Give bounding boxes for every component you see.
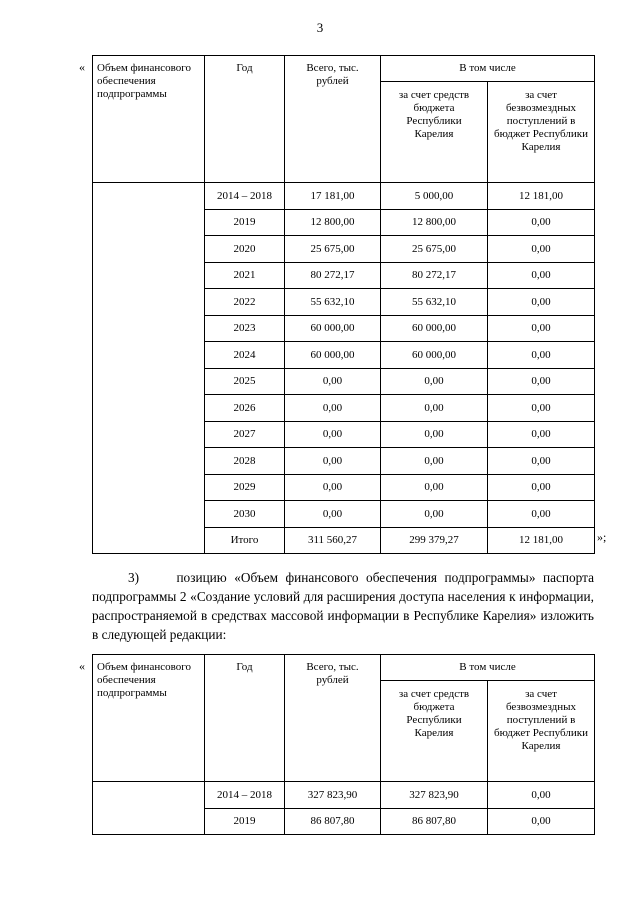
year-cell: 2021 bbox=[205, 262, 285, 289]
total-cell: 25 675,00 bbox=[285, 236, 381, 263]
paragraph-number: 3) bbox=[128, 570, 140, 585]
total-cell: 0,00 bbox=[285, 474, 381, 501]
year-cell: 2029 bbox=[205, 474, 285, 501]
table-1-body bbox=[93, 183, 595, 554]
total-cell: 80 272,17 bbox=[285, 262, 381, 289]
table-row bbox=[93, 262, 595, 289]
budget-cell: 0,00 bbox=[381, 421, 488, 448]
total-cell: 0,00 bbox=[285, 501, 381, 528]
table-row bbox=[93, 315, 595, 342]
total-cell: 12 800,00 bbox=[285, 209, 381, 236]
header-gratuitous: за счет безвозмездных поступлений в бюджет Республики Карелия bbox=[488, 82, 595, 183]
budget-cell: 60 000,00 bbox=[381, 342, 488, 369]
table-row bbox=[93, 183, 595, 210]
label-cell bbox=[93, 808, 205, 835]
header-total-2: Всего, тыс. рублей bbox=[285, 655, 381, 782]
table-row bbox=[93, 342, 595, 369]
year-cell: Итого bbox=[205, 527, 285, 554]
financing-table-1 bbox=[92, 55, 595, 554]
table-row bbox=[93, 501, 595, 528]
open-quote-2: « bbox=[79, 659, 85, 673]
gratuitous-cell: 0,00 bbox=[488, 808, 595, 835]
label-cell bbox=[93, 183, 205, 210]
table-row bbox=[93, 395, 595, 422]
year-cell: 2014 – 2018 bbox=[205, 782, 285, 809]
label-cell bbox=[93, 527, 205, 554]
year-cell: 2019 bbox=[205, 808, 285, 835]
year-cell: 2023 bbox=[205, 315, 285, 342]
year-cell: 2025 bbox=[205, 368, 285, 395]
label-cell bbox=[93, 501, 205, 528]
header-label: Объем финансового обеспечения подпрограммы bbox=[93, 56, 205, 183]
header-including: В том числе bbox=[381, 56, 595, 82]
open-quote: « bbox=[79, 60, 85, 74]
gratuitous-cell: 12 181,00 bbox=[488, 527, 595, 554]
year-cell: 2026 bbox=[205, 395, 285, 422]
budget-cell: 80 272,17 bbox=[381, 262, 488, 289]
total-cell: 86 807,80 bbox=[285, 808, 381, 835]
total-cell: 17 181,00 bbox=[285, 183, 381, 210]
label-cell bbox=[93, 289, 205, 316]
table-row bbox=[93, 209, 595, 236]
paragraph-text: позицию «Объем финансового обеспечения подпрограммы» паспорта подпрограммы 2 «Создание условий для расширения доступа населения к информации, распространяемой в средствах массовой информации в Республике Карелия» изложить в следующей редакции: bbox=[92, 570, 594, 642]
label-cell bbox=[93, 448, 205, 475]
header-budget: за счет средств бюджета Республики Карелия bbox=[381, 82, 488, 183]
total-cell: 311 560,27 bbox=[285, 527, 381, 554]
gratuitous-cell: 0,00 bbox=[488, 289, 595, 316]
table-row bbox=[93, 368, 595, 395]
table-row bbox=[93, 527, 595, 554]
header-year-2: Год bbox=[205, 655, 285, 782]
year-cell: 2022 bbox=[205, 289, 285, 316]
header-budget-2: за счет средств бюджета Республики Карелия bbox=[381, 681, 488, 782]
budget-cell: 60 000,00 bbox=[381, 315, 488, 342]
table-row bbox=[93, 474, 595, 501]
total-cell: 0,00 bbox=[285, 368, 381, 395]
label-cell bbox=[93, 368, 205, 395]
table-row bbox=[93, 421, 595, 448]
total-cell: 60 000,00 bbox=[285, 315, 381, 342]
total-cell: 327 823,90 bbox=[285, 782, 381, 809]
budget-cell: 0,00 bbox=[381, 395, 488, 422]
amendment-paragraph bbox=[92, 568, 594, 644]
budget-cell: 25 675,00 bbox=[381, 236, 488, 263]
budget-cell: 86 807,80 bbox=[381, 808, 488, 835]
budget-cell: 5 000,00 bbox=[381, 183, 488, 210]
label-cell bbox=[93, 236, 205, 263]
header-year: Год bbox=[205, 56, 285, 183]
close-quote: »; bbox=[597, 530, 607, 544]
year-cell: 2014 – 2018 bbox=[205, 183, 285, 210]
label-cell bbox=[93, 209, 205, 236]
header-including-2: В том числе bbox=[381, 655, 595, 681]
label-cell bbox=[93, 395, 205, 422]
budget-cell: 55 632,10 bbox=[381, 289, 488, 316]
gratuitous-cell: 0,00 bbox=[488, 421, 595, 448]
label-cell bbox=[93, 262, 205, 289]
gratuitous-cell: 0,00 bbox=[488, 209, 595, 236]
total-cell: 0,00 bbox=[285, 448, 381, 475]
gratuitous-cell: 0,00 bbox=[488, 315, 595, 342]
table-row bbox=[93, 448, 595, 475]
table-row bbox=[93, 808, 595, 835]
total-cell: 0,00 bbox=[285, 421, 381, 448]
header-label-2: Объем финансового обеспечения подпрограммы bbox=[93, 655, 205, 782]
table-row bbox=[93, 236, 595, 263]
total-cell: 0,00 bbox=[285, 395, 381, 422]
year-cell: 2019 bbox=[205, 209, 285, 236]
budget-cell: 0,00 bbox=[381, 368, 488, 395]
gratuitous-cell: 0,00 bbox=[488, 501, 595, 528]
year-cell: 2028 bbox=[205, 448, 285, 475]
budget-cell: 12 800,00 bbox=[381, 209, 488, 236]
financing-table-2 bbox=[92, 654, 595, 835]
table-2-body bbox=[93, 782, 595, 835]
budget-cell: 0,00 bbox=[381, 474, 488, 501]
label-cell bbox=[93, 474, 205, 501]
gratuitous-cell: 0,00 bbox=[488, 368, 595, 395]
budget-cell: 327 823,90 bbox=[381, 782, 488, 809]
gratuitous-cell: 0,00 bbox=[488, 448, 595, 475]
table-row bbox=[93, 289, 595, 316]
table-row bbox=[93, 782, 595, 809]
year-cell: 2027 bbox=[205, 421, 285, 448]
gratuitous-cell: 0,00 bbox=[488, 236, 595, 263]
gratuitous-cell: 0,00 bbox=[488, 395, 595, 422]
gratuitous-cell: 0,00 bbox=[488, 262, 595, 289]
budget-cell: 0,00 bbox=[381, 448, 488, 475]
gratuitous-cell: 12 181,00 bbox=[488, 183, 595, 210]
budget-cell: 299 379,27 bbox=[381, 527, 488, 554]
gratuitous-cell: 0,00 bbox=[488, 342, 595, 369]
year-cell: 2024 bbox=[205, 342, 285, 369]
header-total: Всего, тыс. рублей bbox=[285, 56, 381, 183]
gratuitous-cell: 0,00 bbox=[488, 782, 595, 809]
label-cell bbox=[93, 315, 205, 342]
year-cell: 2030 bbox=[205, 501, 285, 528]
gratuitous-cell: 0,00 bbox=[488, 474, 595, 501]
label-cell bbox=[93, 782, 205, 809]
total-cell: 55 632,10 bbox=[285, 289, 381, 316]
budget-cell: 0,00 bbox=[381, 501, 488, 528]
label-cell bbox=[93, 342, 205, 369]
year-cell: 2020 bbox=[205, 236, 285, 263]
label-cell bbox=[93, 421, 205, 448]
page-number: 3 bbox=[316, 20, 324, 35]
header-gratuitous-2: за счет безвозмездных поступлений в бюджет Республики Карелия bbox=[488, 681, 595, 782]
total-cell: 60 000,00 bbox=[285, 342, 381, 369]
